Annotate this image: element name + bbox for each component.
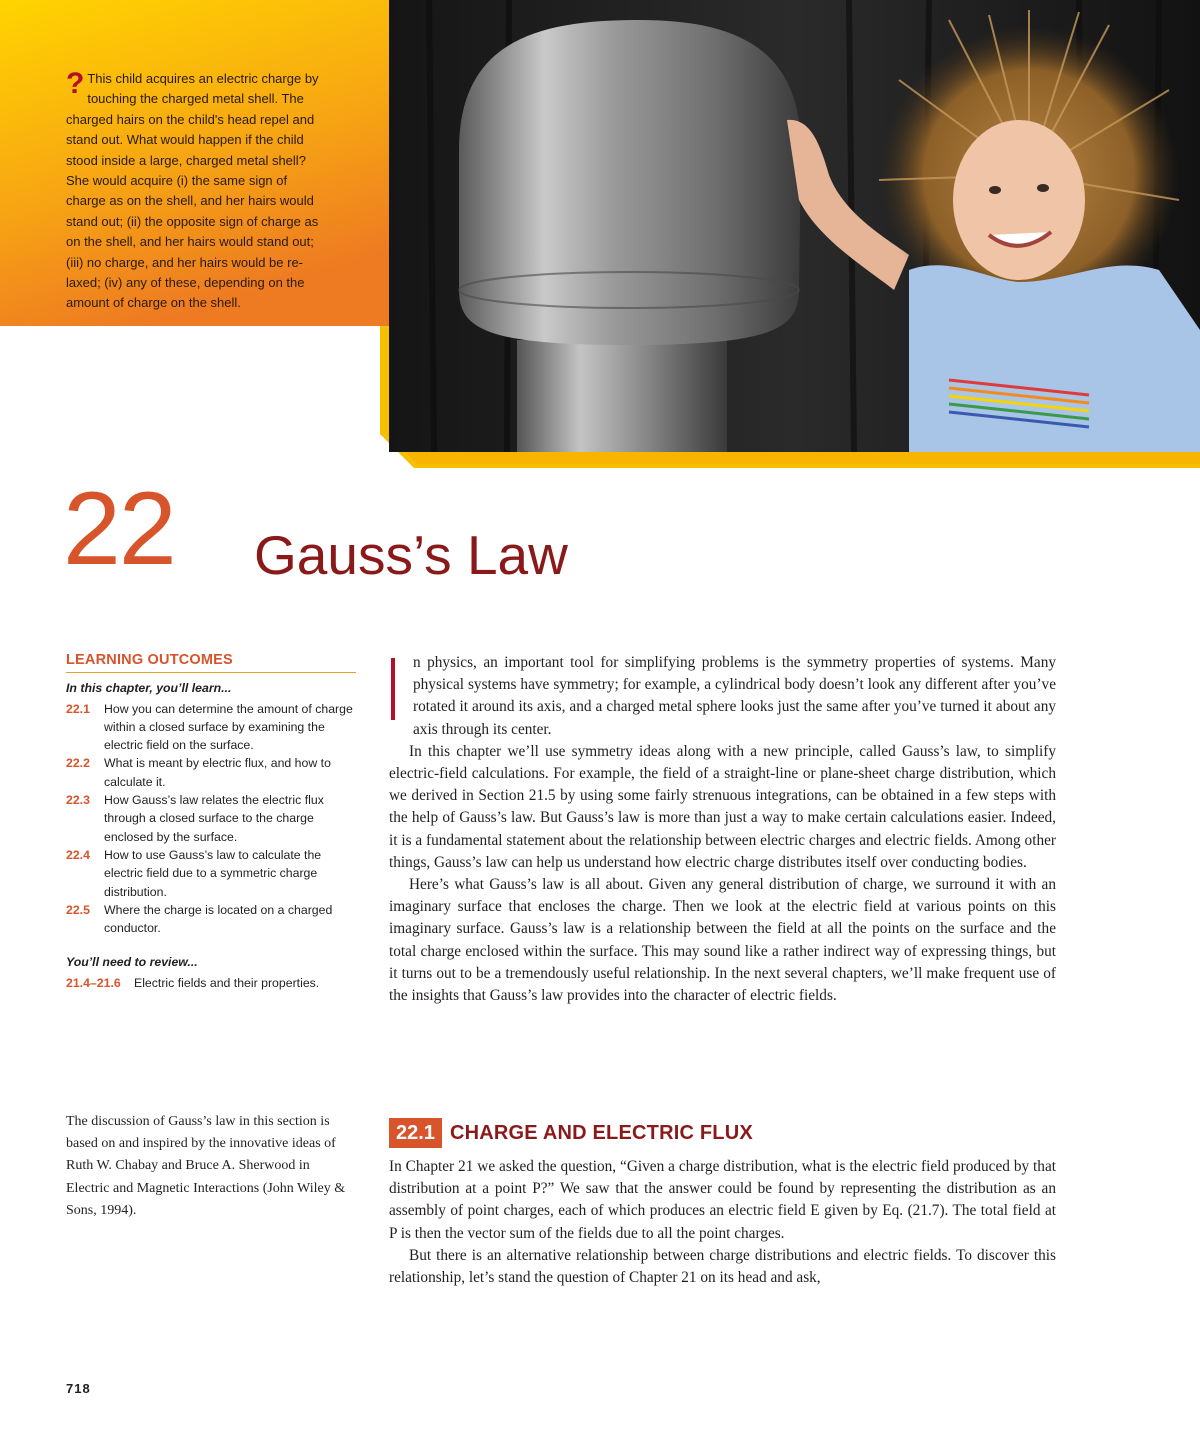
- caption-line: stand out; (ii) the opposite sign of charge as: [66, 213, 319, 229]
- page-number: 718: [66, 1381, 91, 1396]
- section-paragraph-1: In Chapter 21 we asked the question, “Given a charge distribution, what is the electric field produced by that distribution at a point P?” We saw that the answer could be found by representing the distribution as an assembly of point charges, each of which produces an electric field E given by Eq. (21.7). The total field at P is then the vector sum of the fields due to all the point charges.: [389, 1158, 1056, 1242]
- margin-note: The discussion of Gauss’s law in this section is based on and inspired by the innovative ideas of Ruth W. Chabay and Bruce A. Sherwood in Electric and Magnetic Interactions (John Wiley & Sons, 1994).: [66, 1114, 346, 1218]
- review-text: Electric fields and their properties.: [134, 975, 320, 990]
- section-number-badge: 22.1: [389, 1118, 442, 1148]
- intro-paragraph-3: Here’s what Gauss’s law is all about. Given any general distribution of charge, we surround it with an imaginary surface that encloses the charge. Then we look at the electric field at various points on this imaginary surface. Gauss’s law is a relationship between the field at all the points on the surface and the total charge enclosed within the surface. This may sound like a rather indirect way of expressing things, but it turns out to be a tremendously useful relationship. In the next several chapters, we’ll make frequent use of the insights that Gauss’s law provides into the character of electric fields.: [389, 876, 1056, 1005]
- review-item: [66, 974, 356, 992]
- chapter-title: Gauss’s Law: [254, 524, 568, 586]
- section-title: CHARGE AND ELECTRIC FLUX: [449, 1121, 753, 1144]
- learning-outcomes: [66, 651, 356, 992]
- outcome-item: [66, 700, 356, 755]
- chapter-opener-header: [0, 0, 1200, 470]
- outcome-number[interactable]: 22.3: [66, 793, 90, 808]
- outcome-item: [66, 846, 356, 901]
- chapter-number: 22: [63, 471, 175, 587]
- caption-line: (iii) no charge, and her hairs would be re-: [66, 254, 304, 270]
- learning-outcomes-intro: In this chapter, you’ll learn...: [66, 681, 232, 696]
- outcome-text: Where the charge is located on a charged conductor.: [104, 902, 333, 936]
- outcome-text: How Gauss’s law relates the electric flux through a closed surface to the charge enclosed by the surface.: [104, 793, 324, 844]
- question-mark-icon: ?: [66, 67, 85, 100]
- outcome-item: [66, 901, 356, 938]
- review-sections[interactable]: 21.4–21.6: [66, 975, 121, 990]
- caption-line: She would acquire (i) the same sign of: [66, 173, 288, 189]
- outcome-number[interactable]: 22.2: [66, 756, 90, 771]
- drop-cap-i: [391, 658, 405, 720]
- intro-paragraph-2: In this chapter we’ll use symmetry ideas along with a new principle, called Gauss’s law, to simplify electric-field calculations. For example, the field of a straight-line or plane-sheet charge distribution, which we derived in Section 21.5 by using some fairly strenuous integrations, can be obtained in a few steps with the help of Gauss’s law. But Gauss’s law is more than just a way to make certain calculations easier. Indeed, it is a fundamental statement about the relationship between electric charges and electric fields. Among other things, Gauss’s law can help us understand how electric charge distributes itself over conducting bodies.: [389, 742, 1056, 871]
- intro-paragraph-1: [389, 652, 1056, 741]
- caption-line: charge as on the shell, and her hairs would: [66, 193, 314, 209]
- intro-body-text: [389, 652, 1056, 1007]
- outcome-item: [66, 791, 356, 846]
- outcome-text: How to use Gauss’s law to calculate the electric field due to a symmetric charge distribution.: [104, 847, 322, 899]
- section-body-text: [389, 1156, 1056, 1289]
- caption-line: This child acquires an electric charge by: [87, 71, 319, 86]
- review-intro: You’ll need to review...: [66, 955, 198, 970]
- outcome-number[interactable]: 22.4: [66, 847, 90, 862]
- outcome-text: How you can determine the amount of charge within a closed surface by examining the electric field on the surface.: [104, 701, 353, 753]
- caption-line: stand out. What would happen if the child: [66, 132, 304, 148]
- caption-line: stood inside a large, charged metal shell?: [66, 152, 306, 168]
- section-paragraph-2: But there is an alternative relationship between charge distributions and electric fields. To discover this relationship, let’s stand the question of Chapter 21 on its head and ask,: [389, 1246, 1056, 1287]
- photo-caption-question: [66, 69, 366, 314]
- outcome-number[interactable]: 22.1: [66, 701, 90, 716]
- section-heading: [389, 1118, 753, 1148]
- caption-line: on the shell, and her hairs would stand out;: [66, 234, 314, 250]
- van-de-graaff-photo: [389, 0, 1200, 452]
- caption-line: amount of charge on the shell.: [66, 295, 241, 311]
- learning-outcomes-heading: LEARNING OUTCOMES: [66, 651, 356, 673]
- outcome-item: [66, 754, 356, 791]
- caption-line: laxed; (iv) any of these, depending on the: [66, 275, 305, 291]
- outcome-text: What is meant by electric flux, and how to calculate it.: [104, 756, 331, 789]
- outcome-number[interactable]: 22.5: [66, 902, 90, 917]
- paragraph-text: n physics, an important tool for simplifying problems is the symmetry properties of systems. Many physical systems have symmetry; for example, a cylindrical body doesn’t look any different after you’ve rotated it around its axis, and a charged metal sphere looks just the same after you’ve turned it about any axis through its center.: [413, 654, 1056, 738]
- caption-line: charged hairs on the child's head repel and: [66, 111, 315, 127]
- caption-line: touching the charged metal shell. The: [87, 91, 304, 107]
